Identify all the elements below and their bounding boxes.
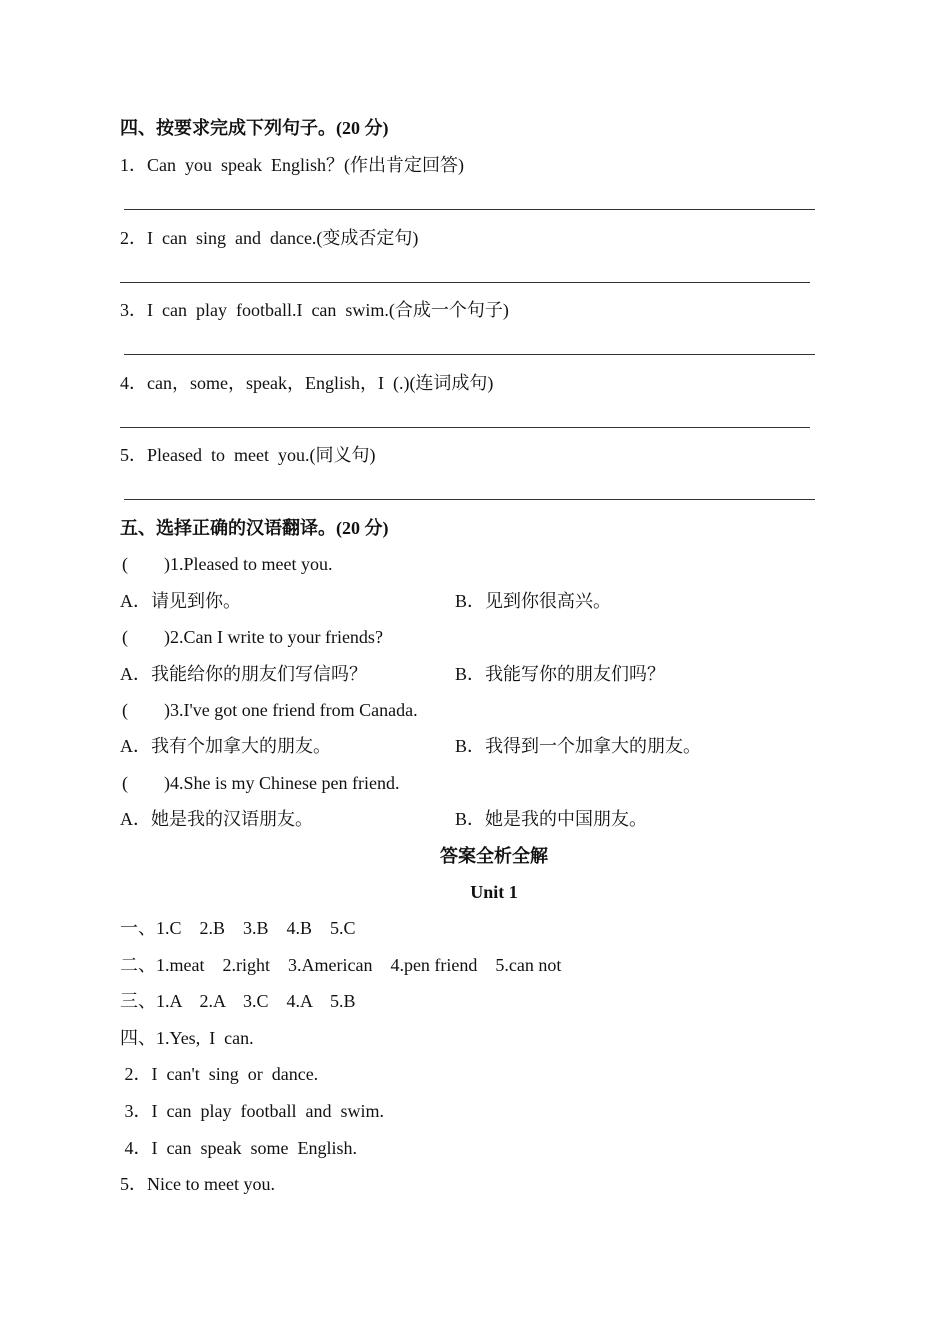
answer-line[interactable] [120,427,810,428]
option-a: A．请见到你。 [120,591,241,611]
answer-line-text: 4．I can speak some English. [120,1138,357,1158]
option-a: A．她是我的汉语朋友。 [120,809,313,829]
answer-line[interactable] [124,354,815,355]
section-5-heading: 五、选择正确的汉语翻译。(20 分) [120,518,389,538]
answer-line-text: 四、1.Yes, I can. [120,1028,254,1048]
question-item: 4．can，some，speak，English，I (.)(连词成句) [120,373,494,393]
answer-line-text: 2．I can't sing or dance. [120,1064,319,1084]
answer-line-text: 二、1.meat 2.right 3.American 4.pen friend 5.can not [120,955,562,975]
answer-line[interactable] [124,499,815,500]
question-stem: ( )1.Pleased to meet you. [122,554,333,574]
option-b: B．我能写你的朋友们吗？ [455,664,666,684]
question-item: 3．I can play football.I can swim.(合成一个句子) [120,300,509,320]
question-item: 2．I can sing and dance.(变成否定句) [120,228,419,248]
answer-line-text: 5．Nice to meet you. [120,1174,275,1194]
option-b: B．我得到一个加拿大的朋友。 [455,736,702,756]
answer-line[interactable] [124,209,815,210]
question-stem: ( )3.I've got one friend from Canada. [122,700,418,720]
unit-title: Unit 1 [470,882,518,902]
option-a: A．我有个加拿大的朋友。 [120,736,331,756]
option-b: B．她是我的中国朋友。 [455,809,648,829]
answer-line-text: 3．I can play football and swim. [120,1101,384,1121]
question-stem: ( )2.Can I write to your friends? [122,627,383,647]
section-4-heading: 四、按要求完成下列句子。(20 分) [120,118,389,138]
option-a: A．我能给你的朋友们写信吗？ [120,664,367,684]
question-item: 1．Can you speak English？(作出肯定回答) [120,155,464,175]
answer-line-text: 一、1.C 2.B 3.B 4.B 5.C [120,918,356,938]
answer-line[interactable] [120,282,810,283]
question-stem: ( )4.She is my Chinese pen friend. [122,773,400,793]
question-item: 5．Pleased to meet you.(同义句) [120,445,376,465]
answers-title: 答案全析全解 [440,846,548,866]
answer-line-text: 三、1.A 2.A 3.C 4.A 5.B [120,991,356,1011]
option-b: B．见到你很高兴。 [455,591,612,611]
